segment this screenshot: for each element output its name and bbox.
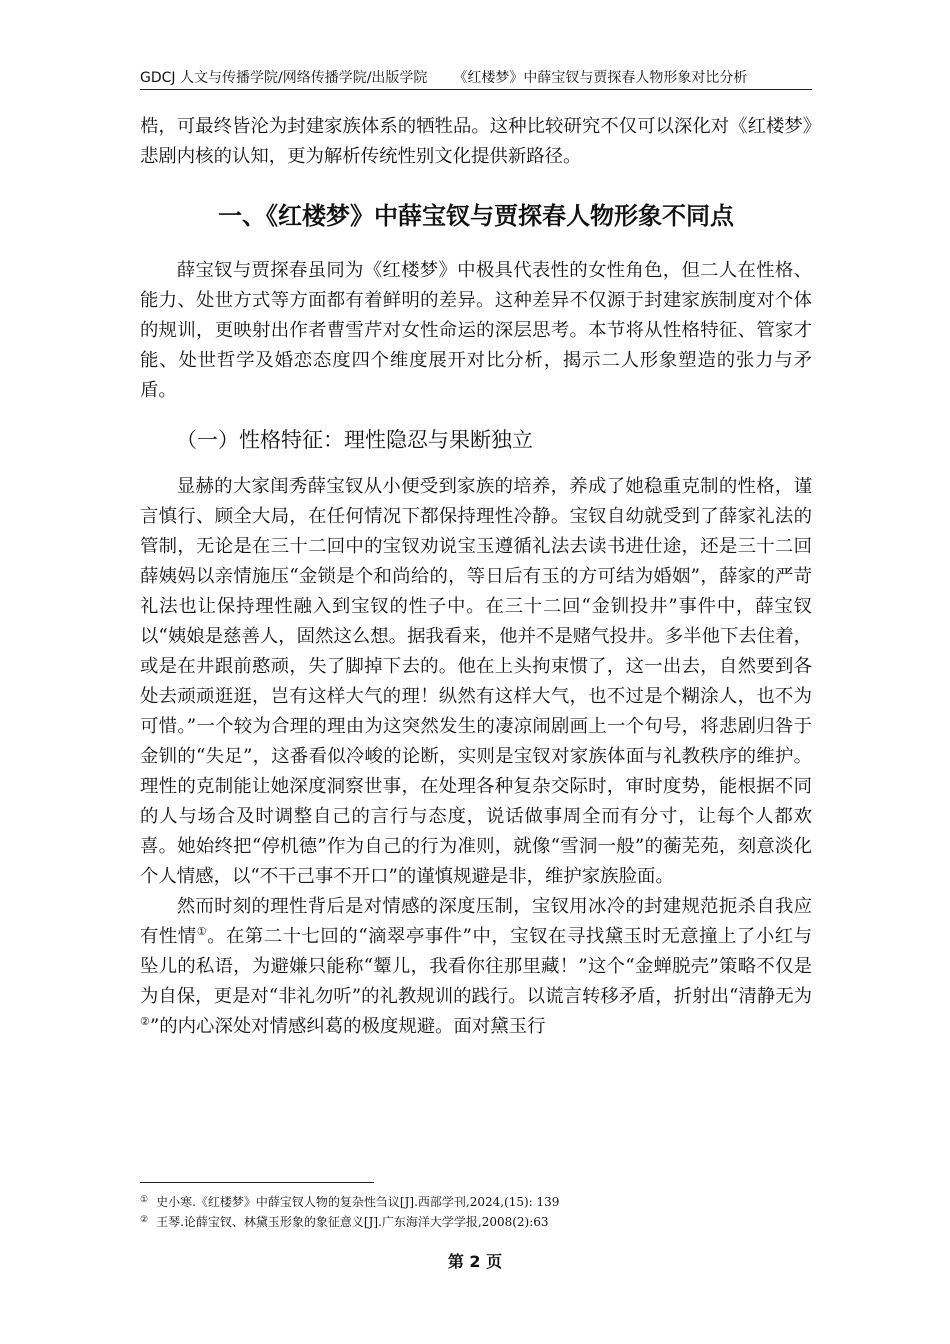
footnote-1-text: 史小寒.《红楼梦》中薛宝钗人物的复杂性刍议[J].西部学刊,2024,(15): 139 <box>156 1195 560 1209</box>
para2-part-c: ”的内心深处对情感纠葛的极度规避。面对黛玉行 <box>149 1016 546 1037</box>
header-school: GDCJ 人文与传播学院/网络传播学院/出版学院 <box>140 70 428 86</box>
running-header <box>140 68 812 90</box>
subsection-heading: （一）性格特征：理性隐忍与果断独立 <box>176 428 533 452</box>
footnote-ref-1[interactable]: ① <box>196 925 208 938</box>
intro-paragraph-tail: 梏，可最终皆沦为封建家族体系的牺牲品。这种比较研究不仅可以深化对《红楼梦》悲剧内核的认知，更为解析传统性别文化提供新路径。 <box>140 116 812 167</box>
footnote-1-mark: ① <box>140 1195 149 1205</box>
header-paper-title: 《红楼梦》中薛宝钗与贾探春人物形象对比分析 <box>453 70 748 86</box>
section-intro-paragraph: 薛宝钗与贾探春虽同为《红楼梦》中极具代表性的女性角色，但二人在性格、能力、处世方式等方面都有着鲜明的差异。这种差异不仅源于封建家族制度对个体的规训，更映射出作者曹雪芹对女性命运的深层思考。本节将从性格特征、管家才能、处世哲学及婚恋态度四个维度展开对比分析，揭示二人形象塑造的张力与矛盾。 <box>140 260 812 401</box>
para2-part-b: 。在第二十七回的“滴翠亭事件”中，宝钗在寻找黛玉时无意撞上了小红与坠儿的私语，为避嫌只能称“颦儿，我看你往那里藏！”这个“金蝉脱壳”策略不仅是为自保，更是对“非礼勿听”的礼教规训的践行。以谎言转移矛盾，折射出“清静无为 <box>140 926 812 1007</box>
footnote-ref-2[interactable]: ② <box>140 1015 150 1028</box>
footnotes <box>140 1182 812 1231</box>
body-paragraph-2 <box>140 892 812 1042</box>
footnote-2-mark: ② <box>140 1215 149 1225</box>
body-paragraph-1: 显赫的大家闺秀薛宝钗从小便受到家族的培养，养成了她稳重克制的性格，谨言慎行、顾全大局，在任何情况下都保持理性冷静。宝钗自幼就受到了薛家礼法的管制，无论是在三十二回中的宝钗劝说宝玉遵循礼法去读书进仕途，还是三十二回薛姨妈以亲情施压“金锁是个和尚给的，等日后有玉的方可结为婚姻”，薛家的严苛礼法也让保持理性融入到宝钗的性子中。在三十二回“金钏投井”事件中，薛宝钗以“姨娘是慈善人，固然这么想。据我看来，他并不是赌气投井。多半他下去住着，或是在井跟前憨顽，失了脚掉下去的。他在上头拘束惯了，这一出去，自然要到各处去顽顽逛逛，岂有这样大气的理！纵然有这样大气，也不过是个糊涂人，也不为可惜。”一个较为合理的理由为这突然发生的凄凉闹剧画上一个句号，将悲剧归咎于金钏的“失足”，这番看似冷峻的论断，实则是宝钗对家族体面与礼教秩序的维护。理性的克制能让她深度洞察世事，在处理各种复杂交际时，审时度势，能根据不同的人与场合及时调整自己的言行与态度，说话做事周全而有分寸，让每个人都欢喜。她始终把“停机德”作为自己的行为准则，就像“雪洞一般”的蘅芜苑，刻意淡化个人情感，以“不干己事不开口”的谨慎规避是非，维护家族脸面。 <box>140 476 812 887</box>
footnote-divider <box>140 1182 374 1183</box>
footnote-2-text: 王琴.论薛宝钗、林黛玉形象的象征意义[J].广东海洋大学学报,2008(2):63 <box>156 1215 549 1229</box>
page-number: 第 2 页 <box>447 1252 503 1271</box>
main-content <box>140 112 812 1042</box>
footnote-2 <box>140 1211 812 1231</box>
para2-part-a: 然而时刻的理性背后是对情感的深度压制，宝钗用冰冷的封建规范扼杀自我应有性情 <box>140 896 812 947</box>
section-heading: 一、《红楼梦》中薛宝钗与贾探春人物形象不同点 <box>218 202 734 230</box>
footnote-1 <box>140 1191 812 1211</box>
